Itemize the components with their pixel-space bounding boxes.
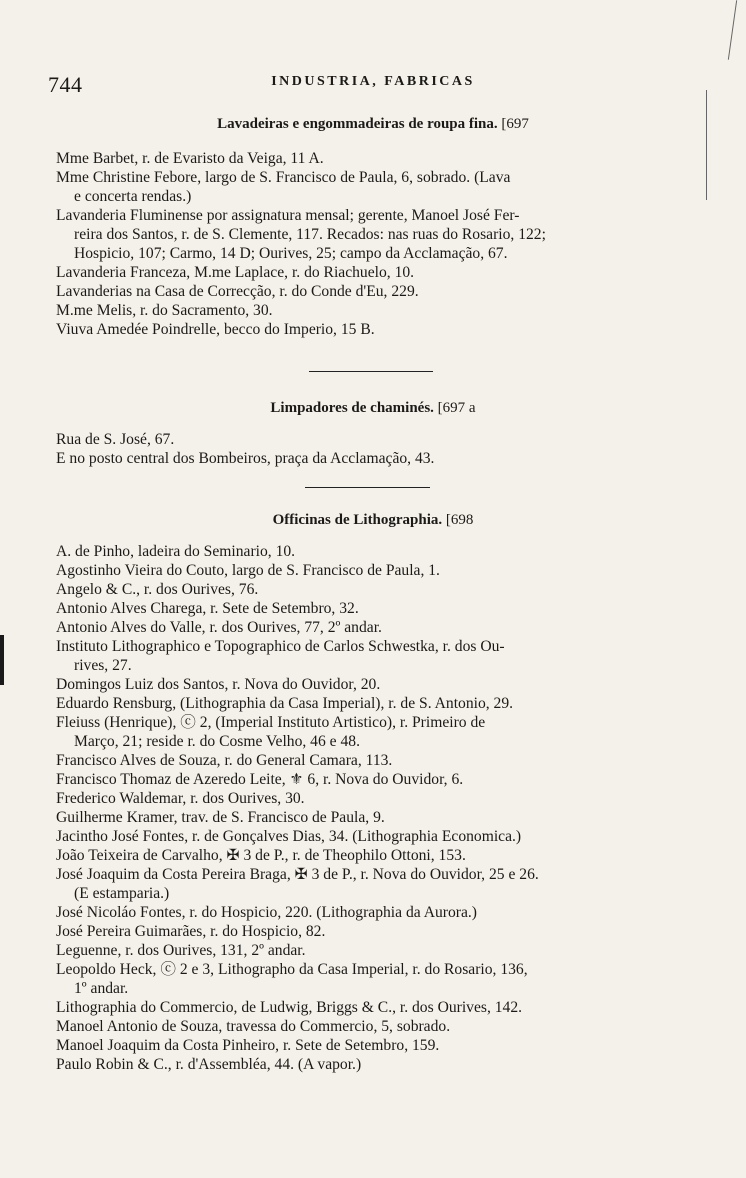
list-item: E no posto central dos Bombeiros, praça da Acclamação, 43. bbox=[56, 450, 435, 467]
section-number: [698 bbox=[445, 512, 474, 528]
list-item: Antonio Alves Charega, r. Sete de Setembro, 32. bbox=[56, 600, 359, 617]
list-item: (E estamparia.) bbox=[74, 885, 170, 902]
list-item: Mme Barbet, r. de Evaristo da Veiga, 11 A. bbox=[56, 150, 324, 167]
list-item: Francisco Thomaz de Azeredo Leite, ⚜ 6, r. Nova do Ouvidor, 6. bbox=[56, 771, 464, 788]
list-item: Agostinho Vieira do Couto, largo de S. Francisco de Paula, 1. bbox=[56, 562, 440, 579]
list-item: Manoel Joaquim da Costa Pinheiro, r. Sete de Setembro, 159. bbox=[56, 1037, 440, 1054]
list-item: M.me Melis, r. do Sacramento, 30. bbox=[56, 302, 273, 319]
list-item: e concerta rendas.) bbox=[74, 188, 192, 205]
list-item: Guilherme Kramer, trav. de S. Francisco de Paula, 9. bbox=[56, 809, 385, 826]
list-item: José Pereira Guimarães, r. do Hospicio, 82. bbox=[56, 923, 326, 940]
list-item: Paulo Robin & C., r. d'Assembléa, 44. (A vapor.) bbox=[56, 1056, 362, 1073]
list-item: Antonio Alves do Valle, r. dos Ourives, 77, 2º andar. bbox=[56, 619, 382, 636]
list-item: Fleiuss (Henrique), ⓒ 2, (Imperial Instituto Artistico), r. Primeiro de bbox=[56, 714, 486, 731]
list-item: Eduardo Rensburg, (Lithographia da Casa Imperial), r. de S. Antonio, 29. bbox=[56, 695, 514, 712]
list-item: 1º andar. bbox=[74, 980, 129, 997]
section-title-lavadeiras: Lavadeiras e engommadeiras de roupa fina. [697 bbox=[217, 116, 529, 132]
list-item: Instituto Lithographico e Topographico de Carlos Schwestka, r. dos Ou- bbox=[56, 638, 505, 655]
list-item: Rua de S. José, 67. bbox=[56, 431, 175, 448]
list-item: Leopoldo Heck, ⓒ 2 e 3, Lithographo da Casa Imperial, r. do Rosario, 136, bbox=[56, 961, 528, 978]
section-divider bbox=[309, 371, 433, 372]
list-item: A. de Pinho, ladeira do Seminario, 10. bbox=[56, 543, 296, 560]
page-number: 744 bbox=[48, 72, 83, 97]
list-item: Jacintho José Fontes, r. de Gonçalves Dias, 34. (Lithographia Economica.) bbox=[56, 828, 522, 845]
list-item: rives, 27. bbox=[74, 657, 132, 674]
list-item: Hospicio, 107; Carmo, 14 D; Ourives, 25; campo da Acclamação, 67. bbox=[74, 245, 508, 262]
section-divider bbox=[305, 487, 430, 488]
list-item: José Nicoláo Fontes, r. do Hospicio, 220. (Lithographia da Aurora.) bbox=[56, 904, 477, 921]
section-number: [697 a bbox=[437, 400, 476, 416]
list-item: Leguenne, r. dos Ourives, 131, 2º andar. bbox=[56, 942, 306, 959]
list-item: Lavanderias na Casa de Correcção, r. do Conde d'Eu, 229. bbox=[56, 283, 419, 300]
section-number: [697 bbox=[501, 116, 529, 132]
list-item: João Teixeira de Carvalho, ✠ 3 de P., r. de Theophilo Ottoni, 153. bbox=[56, 847, 466, 864]
running-head: INDUSTRIA, FABRICAS bbox=[271, 74, 475, 89]
section-title-lithographia: Officinas de Lithographia. [698 bbox=[272, 512, 474, 528]
page-edge-mark bbox=[0, 635, 4, 685]
list-item: Francisco Alves de Souza, r. do General Camara, 113. bbox=[56, 752, 393, 769]
list-item: Lavanderia Franceza, M.me Laplace, r. do Riachuelo, 10. bbox=[56, 264, 415, 281]
margin-mark bbox=[706, 90, 707, 200]
list-item: Mme Christine Febore, largo de S. Francisco de Paula, 6, sobrado. (Lava bbox=[56, 169, 511, 186]
list-item: Viuva Amedée Poindrelle, becco do Imperio, 15 B. bbox=[56, 321, 375, 338]
section-title-limpadores: Limpadores de chaminés. [697 a bbox=[270, 400, 476, 416]
list-item: Lavanderia Fluminense por assignatura mensal; gerente, Manoel José Fer- bbox=[56, 207, 520, 224]
list-item: Manoel Antonio de Souza, travessa do Commercio, 5, sobrado. bbox=[56, 1018, 451, 1035]
list-item: Angelo & C., r. dos Ourives, 76. bbox=[56, 581, 259, 598]
margin-mark bbox=[728, 0, 737, 60]
list-item: Domingos Luiz dos Santos, r. Nova do Ouvidor, 20. bbox=[56, 676, 381, 693]
list-item: reira dos Santos, r. de S. Clemente, 117. Recados: nas ruas do Rosario, 122; bbox=[74, 226, 546, 243]
list-item: Lithographia do Commercio, de Ludwig, Briggs & C., r. dos Ourives, 142. bbox=[56, 999, 523, 1016]
page-header bbox=[48, 72, 698, 96]
list-item: José Joaquim da Costa Pereira Braga, ✠ 3 de P., r. Nova do Ouvidor, 25 e 26. bbox=[56, 866, 539, 883]
list-item: Frederico Waldemar, r. dos Ourives, 30. bbox=[56, 790, 305, 807]
list-item: Março, 21; reside r. do Cosme Velho, 46 e 48. bbox=[74, 733, 360, 750]
